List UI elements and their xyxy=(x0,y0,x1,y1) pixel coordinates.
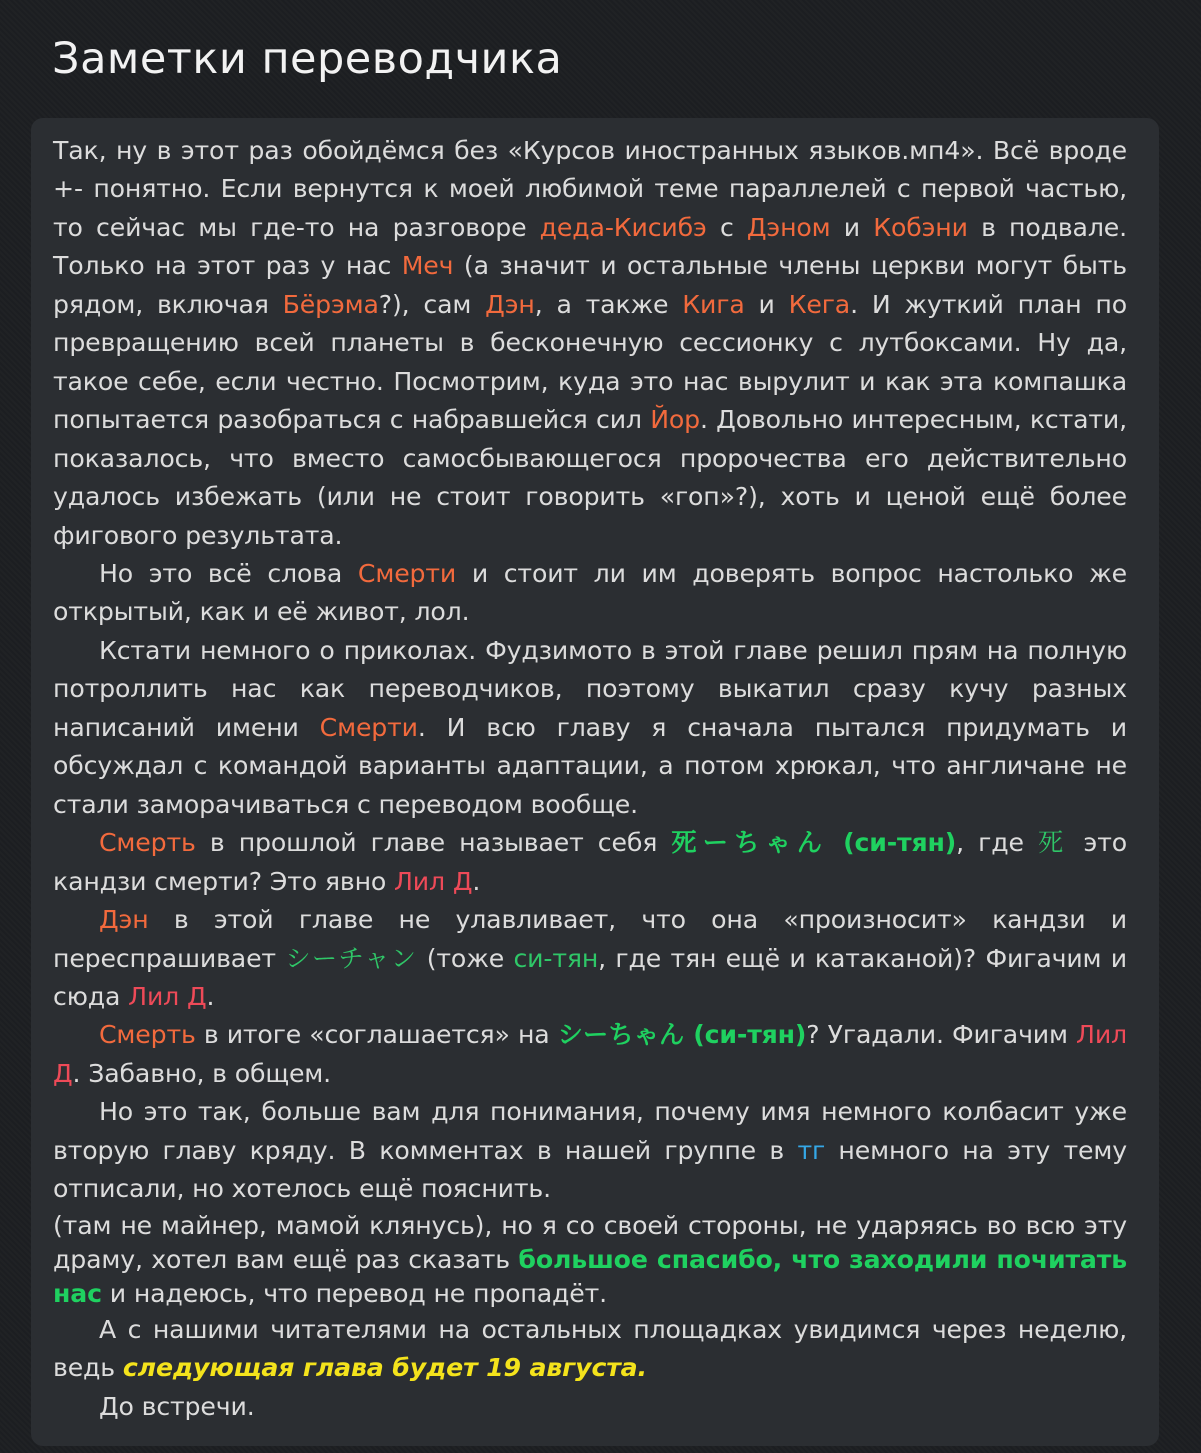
note-text: Так, ну в этот раз обойдёмся без «Курсов иностранных языков.мп4». Всё вроде +- понятно. Если вернутся к моей любимой теме параллелей с первой частью, то сейчас мы где-то на разговоре xyxy=(53,136,1127,242)
telegram-link[interactable]: тг xyxy=(797,1135,826,1165)
note-text: в итоге «соглашается» на xyxy=(195,1020,558,1050)
note-text: (тоже xyxy=(417,943,514,973)
highlighted-text: си-тян xyxy=(513,943,599,973)
character-name: Дэн xyxy=(99,905,149,935)
character-name: Йор xyxy=(650,405,700,435)
character-name: Кега xyxy=(788,289,851,319)
note-text: . И всю главу я сначала пытался придумать и обсуждал с командой варианты адаптации, а потом хрюкал, что англичане не стали заморачиваться с переводом вообще. xyxy=(53,712,1127,819)
highlighted-text: 死ーちゃん (си-тян) xyxy=(671,828,957,858)
note-text: . Забавно, в общем. xyxy=(72,1058,332,1088)
note-text: ? Угадали. Фигачим xyxy=(806,1020,1077,1050)
note-paragraph xyxy=(53,824,1127,901)
note-paragraph xyxy=(53,901,1127,1016)
highlighted-text: большое спасибо, что заходили почитать нас xyxy=(53,1244,1127,1308)
note-paragraph xyxy=(53,555,1127,632)
note-paragraph xyxy=(53,1093,1127,1208)
note-text: , а также xyxy=(534,289,683,319)
character-name: Лил Д xyxy=(394,866,473,896)
note-text: и надеюсь, что перевод не пропадёт. xyxy=(101,1278,608,1308)
note-text: это кандзи смерти? Это явно xyxy=(53,828,1128,896)
note-paragraph xyxy=(53,632,1127,824)
translator-notes-card xyxy=(31,118,1159,1446)
note-text: и xyxy=(830,212,874,242)
character-name: Кига xyxy=(682,289,745,319)
note-text: (а значит и остальные члены церкви могут быть рядом, включая xyxy=(53,251,1127,319)
note-text: До встречи. xyxy=(99,1391,255,1421)
highlighted-text: シーちゃん (си-тян) xyxy=(557,1020,807,1050)
note-text: в прошлой главе называет себя xyxy=(195,828,672,858)
page-title: Заметки переводчика xyxy=(52,34,563,84)
character-name: Смерть xyxy=(99,828,196,858)
note-paragraph xyxy=(53,1209,1127,1311)
next-chapter-announcement: следующая глава будет 19 августа. xyxy=(122,1353,647,1383)
highlighted-text: シーチャン xyxy=(285,943,418,973)
note-text: Но это так, больше вам для понимания, почему имя немного колбасит уже вторую главу кряду. В комментах в нашей группе в xyxy=(53,1097,1127,1165)
note-text: в этой главе не улавливает, что она «произносит» кандзи и переспрашивает xyxy=(53,905,1127,973)
character-name: Лил Д xyxy=(53,1020,1127,1088)
character-name: Смерти xyxy=(319,712,418,742)
note-text: . И жуткий план по превращению всей планеты в бесконечную сессионку с лутбоксами. Ну да, такое себе, если честно. Посмотрим, куда это нас вырулит и как эта компашка попытается разобраться с набравшейся сил xyxy=(53,289,1127,435)
character-name: Кобэни xyxy=(873,212,968,242)
note-text: немного на эту тему отписали, но хотелось ещё пояснить. xyxy=(53,1135,1127,1204)
note-text: в подвале. Только на этот раз у нас xyxy=(53,212,1127,281)
note-text: Но это всё слова xyxy=(99,558,358,588)
note-text: ?), сам xyxy=(378,289,486,319)
note-paragraph xyxy=(53,1016,1127,1093)
character-name: Дэн xyxy=(485,289,535,319)
character-name: деда-Кисибэ xyxy=(539,212,707,242)
highlighted-text: 死 xyxy=(1038,828,1070,858)
note-text: А с нашими читателями на остальных площадках увидимся через неделю, ведь xyxy=(53,1314,1127,1383)
note-paragraph xyxy=(53,1311,1127,1388)
note-text: . xyxy=(206,981,215,1011)
character-name: Смерть xyxy=(99,1020,196,1050)
character-name: Дэном xyxy=(746,212,831,242)
note-text: Кстати немного о приколах. Фудзимото в этой главе решил прям на полную потроллить нас как переводчиков, поэтому выкатил сразу кучу разных написаний имени xyxy=(53,635,1127,742)
character-name: Бёрэма xyxy=(282,289,379,319)
note-paragraph xyxy=(53,1388,1127,1426)
note-text: , где тян ещё и катаканой)? Фигачим и сюда xyxy=(53,943,1128,1011)
note-text: (там не майнер, мамой клянусь), но я со своей стороны, не ударяясь во всю эту драму, хотел вам ещё раз сказать xyxy=(53,1210,1127,1274)
note-paragraph xyxy=(53,132,1127,555)
note-text: и стоит ли им доверять вопрос настолько же открытый, как и её живот, лол. xyxy=(53,558,1127,627)
note-text: , где xyxy=(956,828,1039,858)
note-text: . xyxy=(472,866,481,896)
character-name: Смерти xyxy=(357,558,457,588)
character-name: Лил Д xyxy=(128,981,207,1011)
note-text: . Довольно интересным, кстати, показалось, что вместо самосбывающегося пророчества его действительно удалось избежать (или не стоит говорить «гоп»?), хоть и ценой ещё более фигового результата. xyxy=(53,405,1128,550)
note-text: и xyxy=(744,289,789,319)
note-text: с xyxy=(706,212,747,242)
character-name: Меч xyxy=(401,251,454,281)
